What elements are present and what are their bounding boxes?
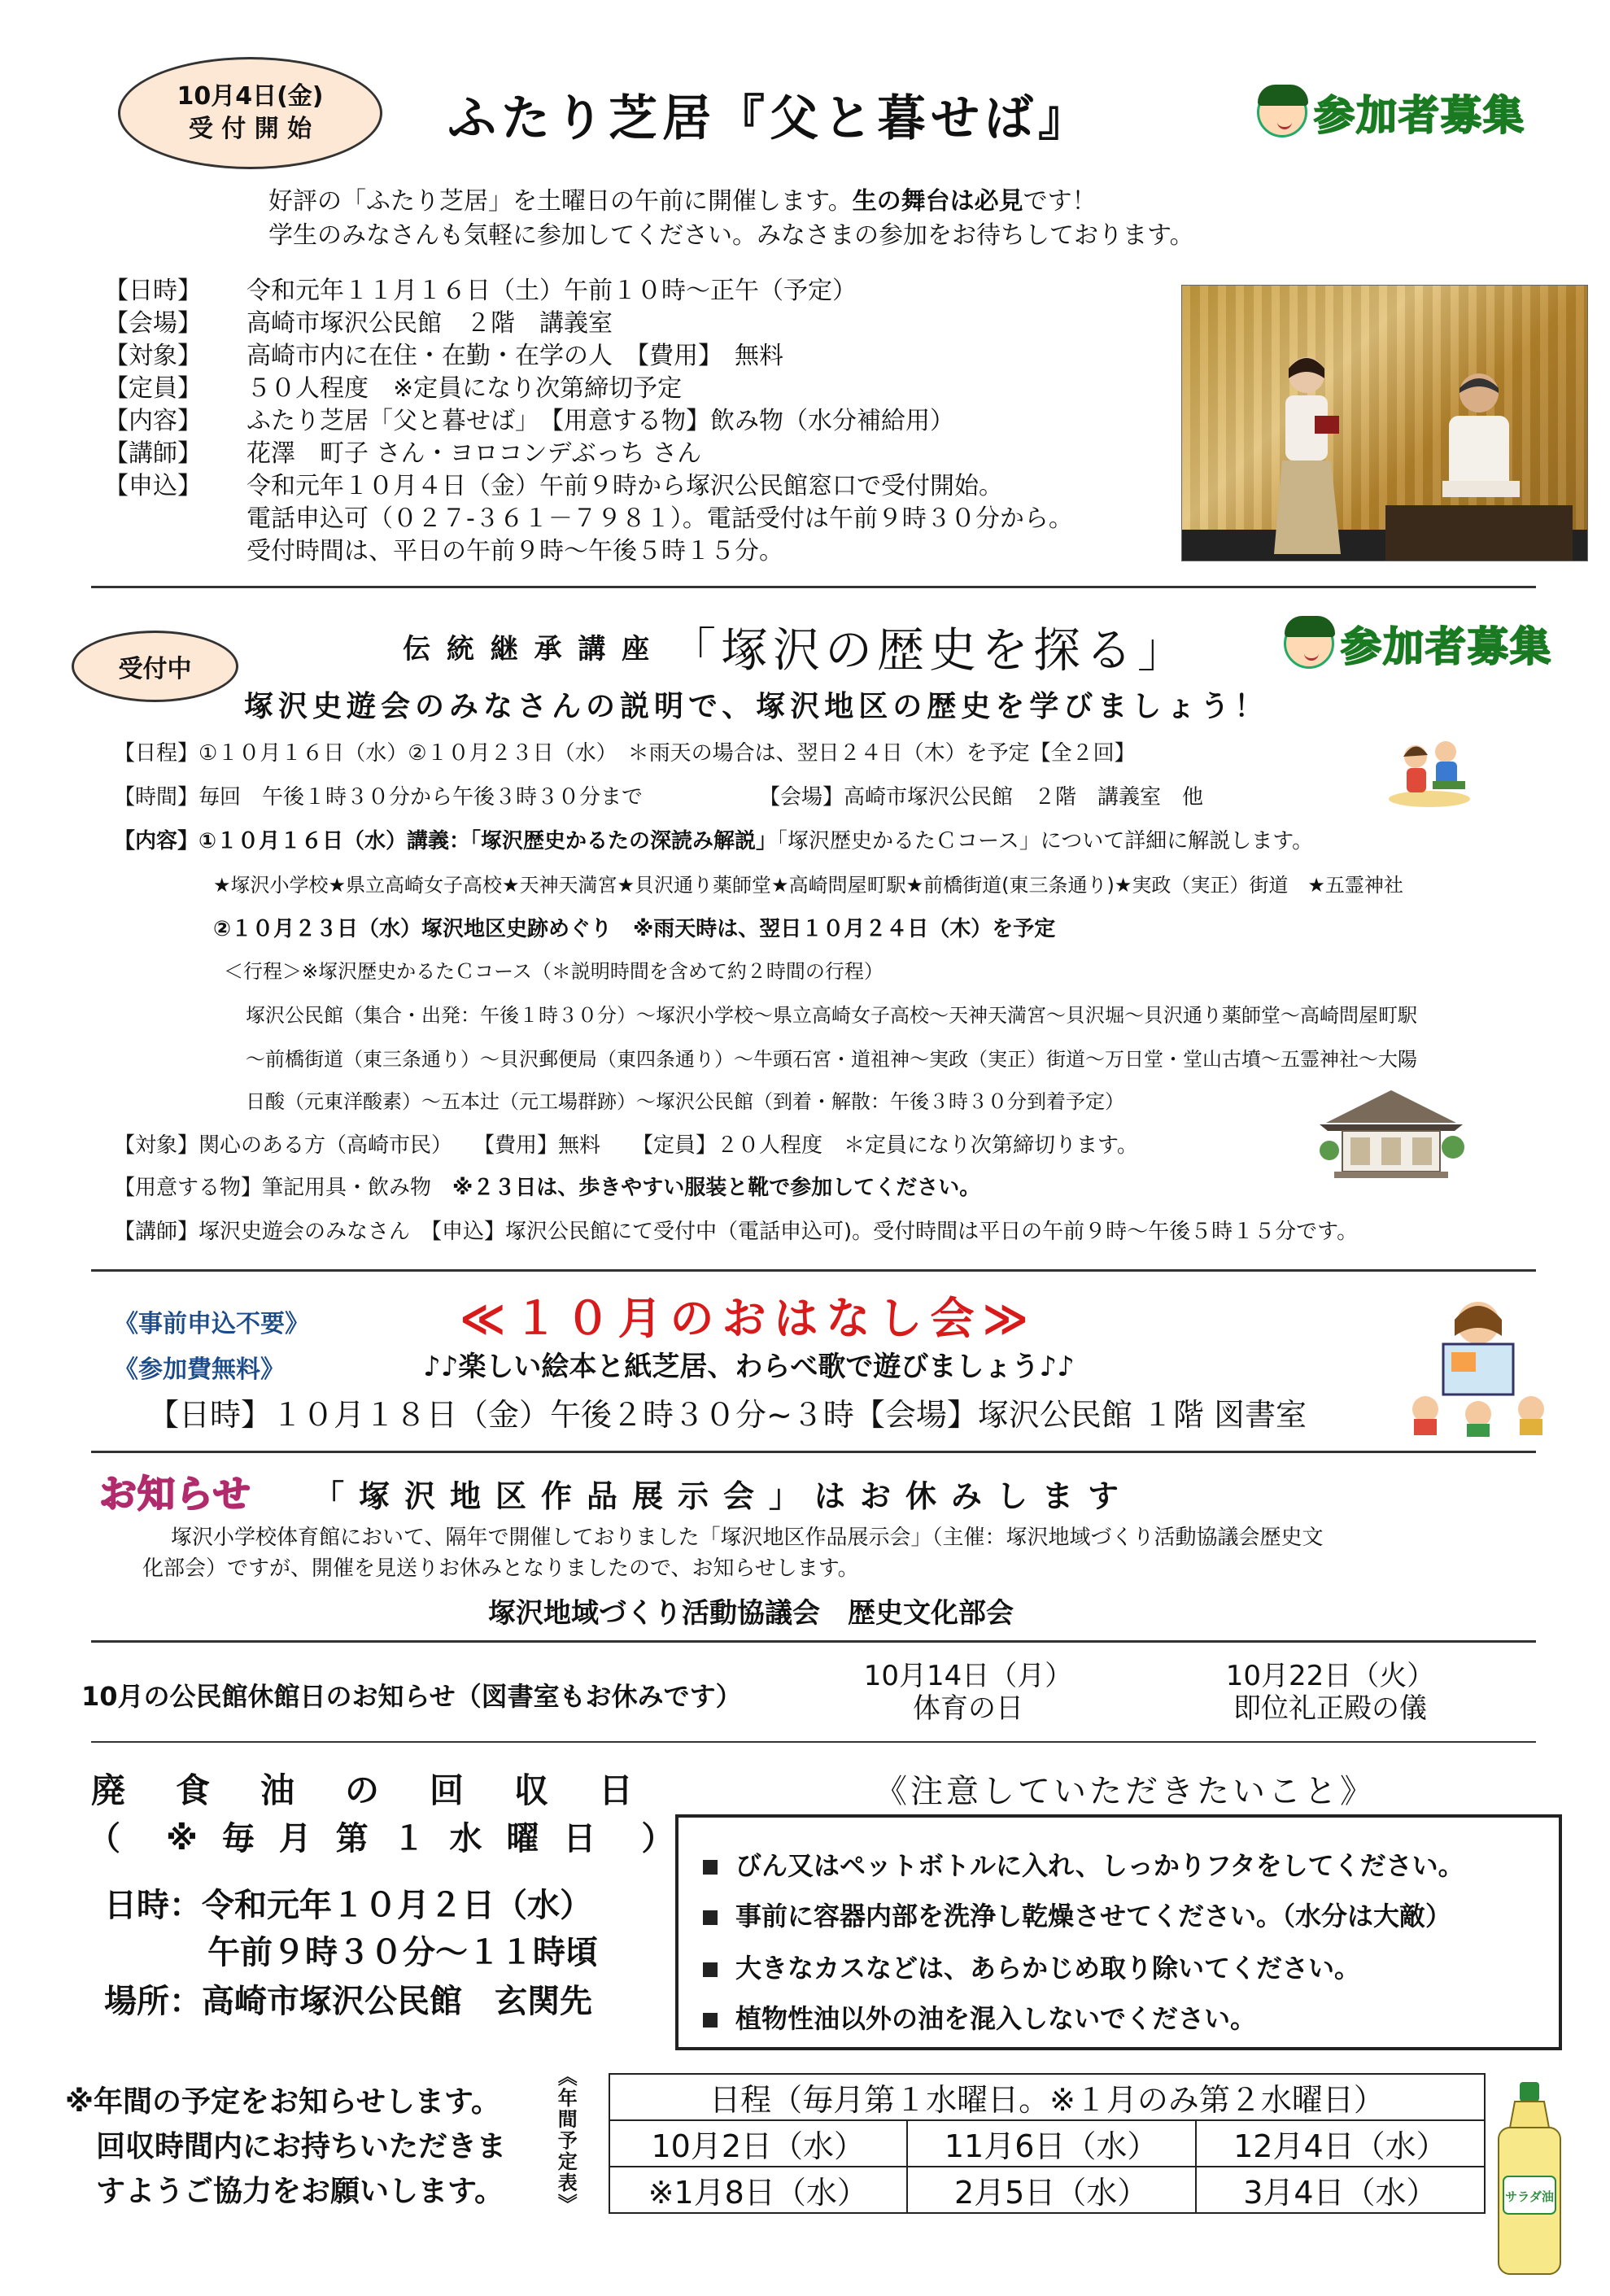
square-bullet-icon [703,1860,718,1875]
detail-row: 【申込】 令和元年１０月４日（金）午前９時から塚沢公民館窓口で受付開始。 [104,472,1003,500]
free-tag: 《参加費無料》 [114,1355,285,1384]
actress-figure [1267,351,1345,554]
table-cell: 11月6日（水） [907,2120,1196,2167]
course-tour: ②１０月２３日（水）塚沢地区史跡めぐり ※雨天時は、翌日１０月２４日（木）を予定 [213,917,1056,941]
bottle-label: サラダ油 [1505,2189,1554,2204]
course-target: 【対象】関心のある方（高崎市民） 【費用】無料 【定員】２０人程度 ＊定員になり次第締切ります。 [114,1133,1138,1158]
divider [91,1451,1536,1453]
closed-day-2: 10月22日（火） 即位礼正殿の儀 [1225,1660,1435,1725]
table-row [609,2120,1485,2167]
divider [91,586,1536,588]
detail-extra-1: 電話申込可（０２７-３６１－７９８１）。電話受付は午前９時３０分から。 [247,504,1073,533]
oil-bottle-icon [1490,2079,1568,2282]
boy-face-icon [1257,87,1307,137]
divider [91,1269,1536,1272]
storytime-subtitle: ♪♪楽しい絵本と紙芝居、わらべ歌で遊びましょう♪♪ [423,1351,1075,1383]
oil-collection-place: 場所：高崎市塚沢公民館 玄関先 [104,1983,592,2020]
notice-badge: お知らせ [99,1472,251,1516]
course-content: 【内容】①１０月１６日（水）講義：「塚沢歴史かるたの深読み解説」「塚沢歴史かるたＣコース」について詳細に解説します。 [114,829,1314,853]
course-subtitle: 塚沢史遊会のみなさんの説明で、塚沢地区の歴史を学びましょう！ [244,690,1269,723]
route-heading: ＜行程＞※塚沢歴史かるたＣコース（＊説明時間を含めて約２時間の行程） [224,960,884,983]
detail-extra-2: 受付時間は、平日の午前９時～午後５時１５分。 [247,537,783,565]
detail-row: 【内容】 ふたり芝居「父と暮せば」 【用意する物】飲み物（水分補給用） [104,407,954,435]
detail-row: 【定員】 ５０人程度 ※定員になり次第締切予定 [104,374,683,403]
course-series-label: 伝 統 継 承 講 座 [403,633,653,666]
table-cell: 3月4日（水） [1196,2167,1485,2213]
table-cell: 10月2日（水） [609,2120,907,2167]
stage-photo [1181,285,1588,561]
course-spots: ★塚沢小学校★県立高崎女子高校★天神天満宮★貝沢通り薬師堂★高崎問屋町駅★前橋街道(東三条通り)★実政（実正）街道 ★五霊神社 [213,874,1403,897]
route-line-3: 日酸（元東洋酸素）～五本辻（元工場群跡）～塚沢公民館（到着・解散：午後３時３０分到着予定） [246,1090,1124,1113]
notice-item: 大きなカスなどは、あらかじめ取り除いてください。 [703,1948,1360,1985]
notice-title: 《注意していただきたいこと》 [875,1773,1376,1810]
square-bullet-icon [703,1910,718,1925]
oval-date: 10月4日(金) [177,81,324,111]
square-bullet-icon [703,2013,718,2028]
detail-row: 【日時】 令和元年１１月１６日（土）午前１０時～正午（予定） [104,277,857,305]
play-title: ふたり芝居『父と暮せば』 [447,90,1092,147]
oil-collection-subtitle: （ ※ 毎 月 第 １ 水 曜 日 ） [88,1820,681,1857]
storytime-date: 【日時】１０月１８日（金）午後２時３０分~３時【会場】塚沢公民館 １階 図書室 [148,1397,1307,1433]
storytelling-illustration [1401,1295,1555,1438]
intro-line-1: 好評の「ふたり芝居」を土曜日の午前に開催します。生の舞台は必見です！ [268,187,1097,216]
annual-schedule-vertical-label: 《年間予定表》 [554,2067,578,2215]
oval-label: 受 付 開 始 [188,115,312,143]
exhibition-title: 「塚沢地区作品展示会」はお休みします [313,1478,1134,1514]
play-details [104,275,1073,568]
participants-wanted-badge: 参加者募集 [1257,83,1525,142]
shrine-illustration [1318,1082,1464,1188]
annual-note-2: 回収時間内にお持ちいただきま [96,2130,507,2163]
notice-box [675,1814,1562,2050]
no-registration-tag: 《事前申込不要》 [114,1310,309,1338]
table-cell: 2月5日（水） [907,2167,1196,2213]
detail-row: 【会場】 高崎市塚沢公民館 ２階 講義室 [104,309,613,338]
reception-start-oval [118,57,382,169]
oil-collection-date: 日時：令和元年１０月２日（水） [104,1887,592,1924]
participants-wanted-badge-2: 参加者募集 [1284,614,1552,673]
boy-face-icon [1284,618,1334,669]
accepting-oval: 受付中 [72,631,238,702]
course-time: 【時間】毎回 午後１時３０分から午後３時３０分まで 【会場】高崎市塚沢公民館 ２階 講義室 他 [114,785,1204,810]
annual-note-3: すようご協力をお願いします。 [96,2175,504,2208]
course-dates: 【日程】①１０月１６日（水）②１０月２３日（水） ＊雨天の場合は、翌日２４日（木）を予定【全２回】 [114,741,1136,766]
exhibition-signature: 塚沢地域づくり活動協議会 歴史文化部会 [488,1597,1014,1630]
oil-collection-title: 廃 食 油 の 回 収 日 [91,1770,642,1810]
annual-schedule-table [609,2073,1486,2214]
route-line-1: 塚沢公民館（集合・出発：午後１時３０分）～塚沢小学校～県立高崎女子高校～天神天満宮～貝沢堀～貝沢通り薬師堂～高崎問屋町駅 [246,1004,1417,1027]
kids-illustration [1387,732,1473,810]
course-items: 【用意する物】筆記用具・飲み物 ※２３日は、歩きやすい服装と靴で参加してください。 [114,1176,981,1200]
intro-line-2: 学生のみなさんも気軽に参加してください。みなさまの参加をお待ちしております。 [268,221,1194,250]
exhibition-body-2: 化部会）ですが、開催を見送りお休みとなりましたので、お知らせします。 [142,1556,859,1581]
annual-note-1: ※年間の予定をお知らせします。 [65,2085,501,2119]
detail-row: 【対象】 高崎市内に在住・在勤・在学の人 【費用】 無料 [104,342,783,370]
divider [91,1640,1536,1643]
divider [91,1741,1536,1743]
table-row [609,2074,1485,2120]
stage-table [1385,505,1573,561]
route-line-2: ～前橋街道（東三条通り）～貝沢郵便局（東四条通り）～牛頭石宮・道祖神～実政（実正）街道～万日堂・堂山古墳～五霊神社～大陽 [246,1048,1417,1071]
closed-days-label: 10月の公民館休館日のお知らせ（図書室もお休みです） [81,1681,742,1712]
storytime-title: ≪１０月のおはなし会≫ [460,1293,1037,1344]
detail-row: 【講師】 花澤 町子 さん・ヨロコンデぶっち さん [104,439,702,468]
course-title: 「塚沢の歴史を探る」 [669,622,1190,678]
notice-item: 事前に容器内部を洗浄し乾燥させてください。（水分は大敵） [703,1896,1451,1933]
square-bullet-icon [703,1962,718,1977]
table-cell: ※1月8日（水） [609,2167,907,2213]
table-row [609,2167,1485,2213]
oil-collection-time: 午前９時３０分～１１時頃 [207,1934,598,1971]
closed-day-1: 10月14日（月） 体育の日 [863,1660,1073,1725]
notice-item: びん又はペットボトルに入れ、しっかりフタをしてください。 [703,1845,1464,1883]
course-teacher: 【講師】塚沢史遊会のみなさん 【申込】塚沢公民館にて受付中（電話申込可)。受付時間は平日の午前９時～午後５時１５分です。 [114,1220,1359,1244]
notice-item: 植物性油以外の油を混入しないでください。 [703,1998,1256,2036]
table-cell: 12月4日（水） [1196,2120,1485,2167]
exhibition-body-1: 塚沢小学校体育館において、隔年で開催しておりました「塚沢地区作品展示会」（主催：塚沢地域づくり活動協議会歴史文 [171,1526,1324,1550]
table-header: 日程（毎月第１水曜日。※１月のみ第２水曜日） [609,2074,1485,2120]
